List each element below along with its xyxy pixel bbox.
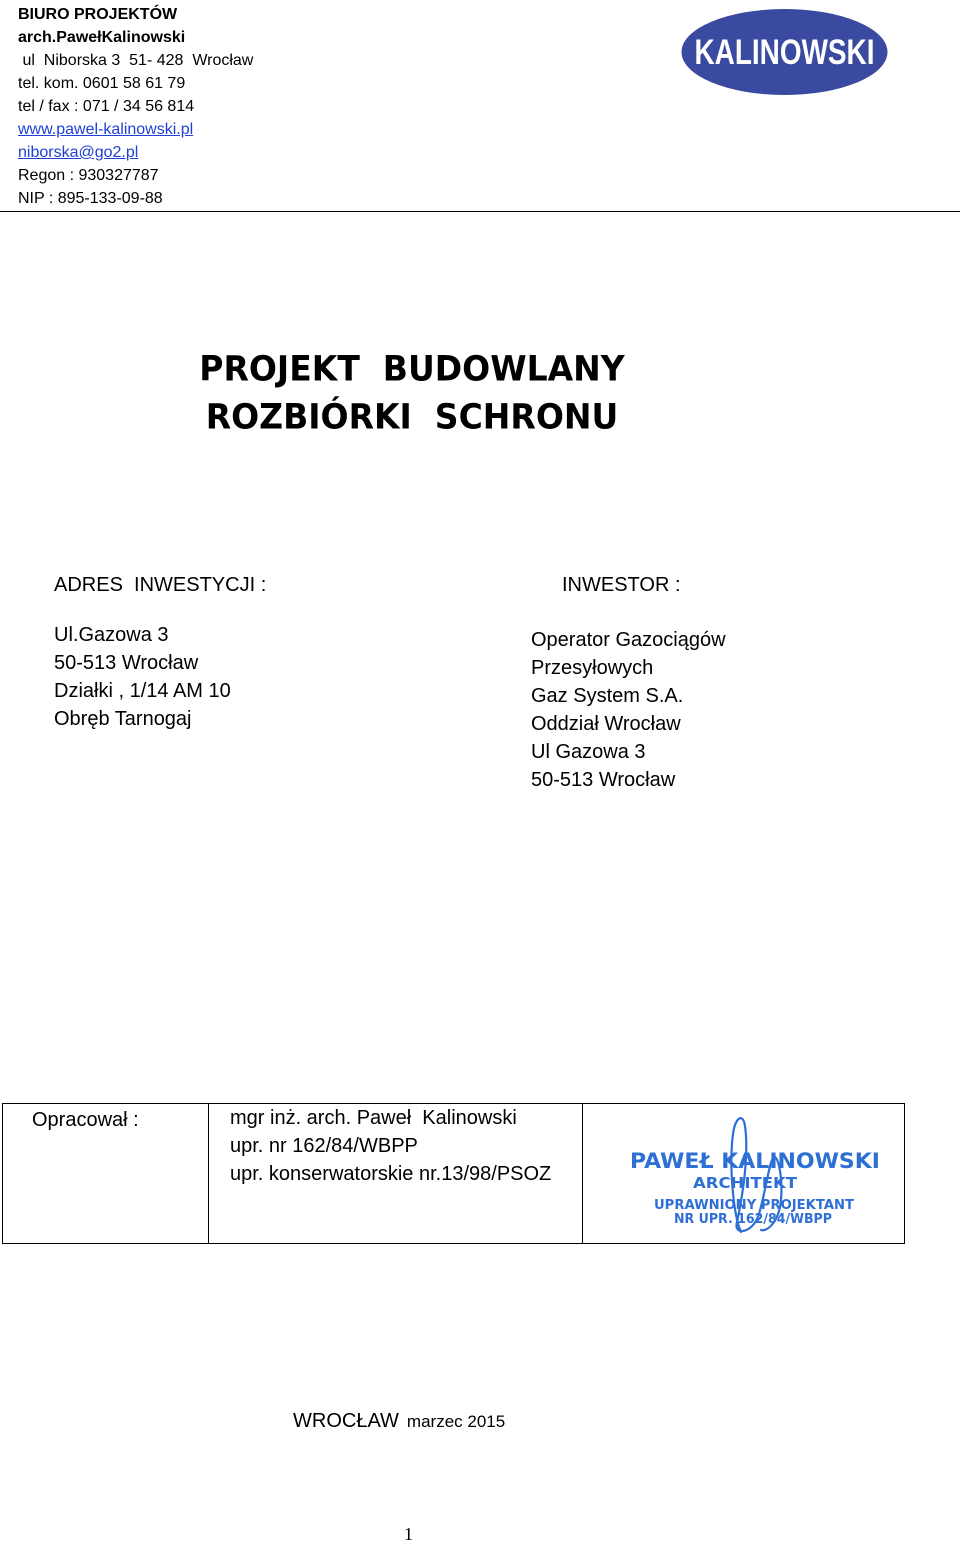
address-line: 50-513 Wrocław (54, 652, 199, 674)
title-line-2: ROZBIÓRKI SCHRONU (205, 396, 619, 438)
architect-name: arch.PawełKalinowski (18, 29, 186, 46)
address-heading: ADRES INWESTYCJI : (54, 574, 267, 596)
investor-block (531, 626, 726, 794)
fax-phone: tel / fax : 071 / 34 56 814 (18, 98, 195, 115)
mobile-phone: tel. kom. 0601 58 61 79 (18, 75, 186, 92)
email-link[interactable]: niborska@go2.pl (18, 144, 139, 161)
author-name: mgr inż. arch. Paweł Kalinowski (230, 1107, 517, 1129)
logo-text: KALINOWSKI (694, 33, 875, 72)
stamp-role: UPRAWNIONY PROJEKTANT (654, 1198, 855, 1213)
stamp-cell (583, 1104, 904, 1243)
nip-number: NIP : 895-133-09-88 (18, 190, 163, 207)
company-logo (681, 8, 888, 96)
page-number: 1 (404, 1524, 413, 1544)
investor-line: Przesyłowych (531, 657, 654, 679)
office-address: ul Niborska 3 51- 428 Wrocław (18, 52, 254, 69)
footer-place-date (293, 1410, 505, 1433)
title-line-1: PROJEKT BUDOWLANY (199, 347, 625, 389)
header-divider (0, 211, 960, 212)
investor-line: Gaz System S.A. (531, 685, 684, 707)
address-line: Obręb Tarnogaj (54, 708, 192, 730)
author-details (230, 1104, 551, 1188)
investor-line: Operator Gazociągów (531, 629, 726, 651)
investor-line: Ul Gazowa 3 (531, 741, 646, 763)
investor-line: Oddział Wrocław (531, 713, 681, 735)
footer-date: marzec 2015 (406, 1412, 506, 1431)
investor-line: 50-513 Wrocław (531, 769, 676, 791)
stamp-name: PAWEŁ KALINOWSKI (630, 1149, 880, 1173)
architect-stamp (583, 1104, 904, 1243)
license-number: upr. nr 162/84/WBPP (230, 1135, 418, 1157)
document-title (0, 345, 824, 442)
office-name: BIURO PROJEKTÓW (18, 6, 178, 23)
investor-heading: INWESTOR : (562, 574, 681, 596)
address-line: Ul.Gazowa 3 (54, 624, 169, 646)
address-line: Działki , 1/14 AM 10 (54, 680, 231, 702)
footer-city: WROCŁAW (293, 1410, 399, 1432)
stamp-title: ARCHITEKT (693, 1174, 798, 1192)
author-cell (209, 1104, 583, 1243)
address-block (54, 621, 231, 733)
office-header (18, 3, 253, 210)
conservation-license: upr. konserwatorskie nr.13/98/PSOZ (230, 1163, 552, 1185)
prepared-by-label: Opracował : (32, 1109, 139, 1131)
stamp-number: NR UPR. 162/84/WBPP (674, 1212, 832, 1227)
website-link[interactable]: www.pawel-kalinowski.pl (18, 121, 194, 138)
signature-table (2, 1103, 905, 1244)
regon-number: Regon : 930327787 (18, 167, 159, 184)
prepared-by-cell (3, 1104, 209, 1243)
